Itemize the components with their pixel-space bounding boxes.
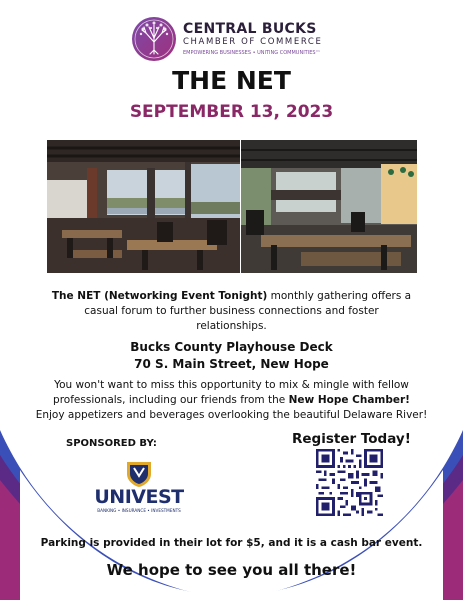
univest-wordmark: UNIVEST — [94, 486, 184, 508]
univest-logo — [93, 460, 185, 516]
logo-tagline: EMPOWERING BUSINESSES • UNITING COMMUNITIES™ — [183, 50, 321, 56]
invite-line-3: Enjoy appetizers and beverages overlooking the beautiful Delaware River! — [35, 409, 428, 421]
new-hope-chamber-callout: New Hope Chamber! — [288, 394, 410, 406]
invite-line-2-text: professionals, including our friends from the — [53, 394, 289, 406]
venue-name: Bucks County Playhouse Deck — [130, 340, 333, 354]
deck-photo-left — [47, 140, 240, 273]
deck-photo-right — [241, 140, 417, 273]
invite-line-1: You won't want to miss this opportunity to mix & mingle with fellow — [54, 379, 409, 391]
registration-qr-code[interactable] — [316, 449, 383, 516]
venue-block — [0, 339, 463, 373]
logo-subtitle: CHAMBER OF COMMERCE — [183, 37, 323, 47]
sponsored-by-label: SPONSORED BY: — [66, 438, 157, 449]
invite-line-2 — [26, 393, 437, 408]
invite-text — [26, 378, 437, 423]
logo-title: CENTRAL BUCKS — [183, 21, 317, 37]
parking-note: Parking is provided in their lot for $5, and it is a cash bar event. — [40, 537, 423, 549]
univest-shield-icon — [93, 460, 185, 488]
event-title: THE NET — [172, 66, 291, 95]
chamber-logo — [131, 16, 341, 64]
tree-emblem-icon — [131, 16, 177, 62]
venue-address: 70 S. Main Street, New Hope — [134, 357, 329, 371]
event-date: SEPTEMBER 13, 2023 — [129, 102, 334, 122]
event-description — [48, 289, 415, 334]
description-text: monthly gathering offers a casual forum to further business connections and foster relationships. — [84, 290, 412, 332]
closing-line: We hope to see you all there! — [106, 561, 357, 579]
description-lead: The NET (Networking Event Tonight) — [51, 290, 268, 302]
univest-tagline: BANKING • INSURANCE • INVESTMENTS — [97, 508, 181, 513]
venue-photos — [47, 140, 417, 273]
register-today-label: Register Today! — [292, 431, 411, 447]
